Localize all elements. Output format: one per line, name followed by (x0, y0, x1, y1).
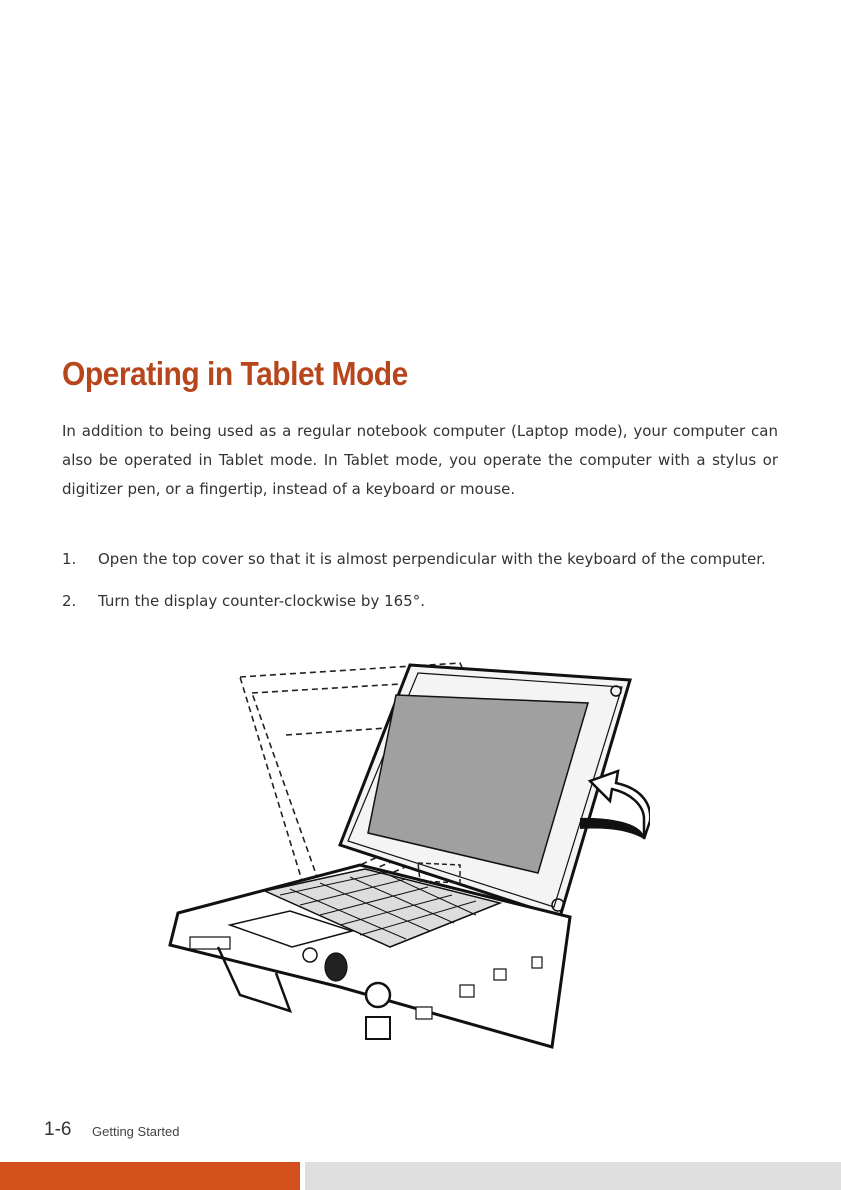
rotating-laptop-illustration (160, 655, 650, 1050)
step-item (62, 545, 778, 574)
footer-section-title: Getting Started (92, 1124, 180, 1139)
step-text: Open the top cover so that it is almost perpendicular with the keyboard of the computer. (98, 550, 766, 568)
step-item (62, 587, 778, 616)
footer-accent-bar (0, 1162, 300, 1190)
footer-grey-bar (305, 1162, 841, 1190)
intro-paragraph: In addition to being used as a regular notebook computer (Laptop mode), your computer can also be operated in Tablet mode. In Tablet mode, you operate the computer with a stylus or digitizer pen, or a fingertip, instead of a keyboard or mouse. (62, 422, 778, 498)
page-title: Operating in Tablet Mode (62, 356, 408, 393)
step-text: Turn the display counter-clockwise by 165°. (98, 592, 425, 610)
steps-list (62, 545, 778, 629)
page-number: 1-6 (44, 1119, 72, 1140)
step-number: 2. (62, 592, 77, 610)
step-number: 1. (62, 550, 77, 568)
